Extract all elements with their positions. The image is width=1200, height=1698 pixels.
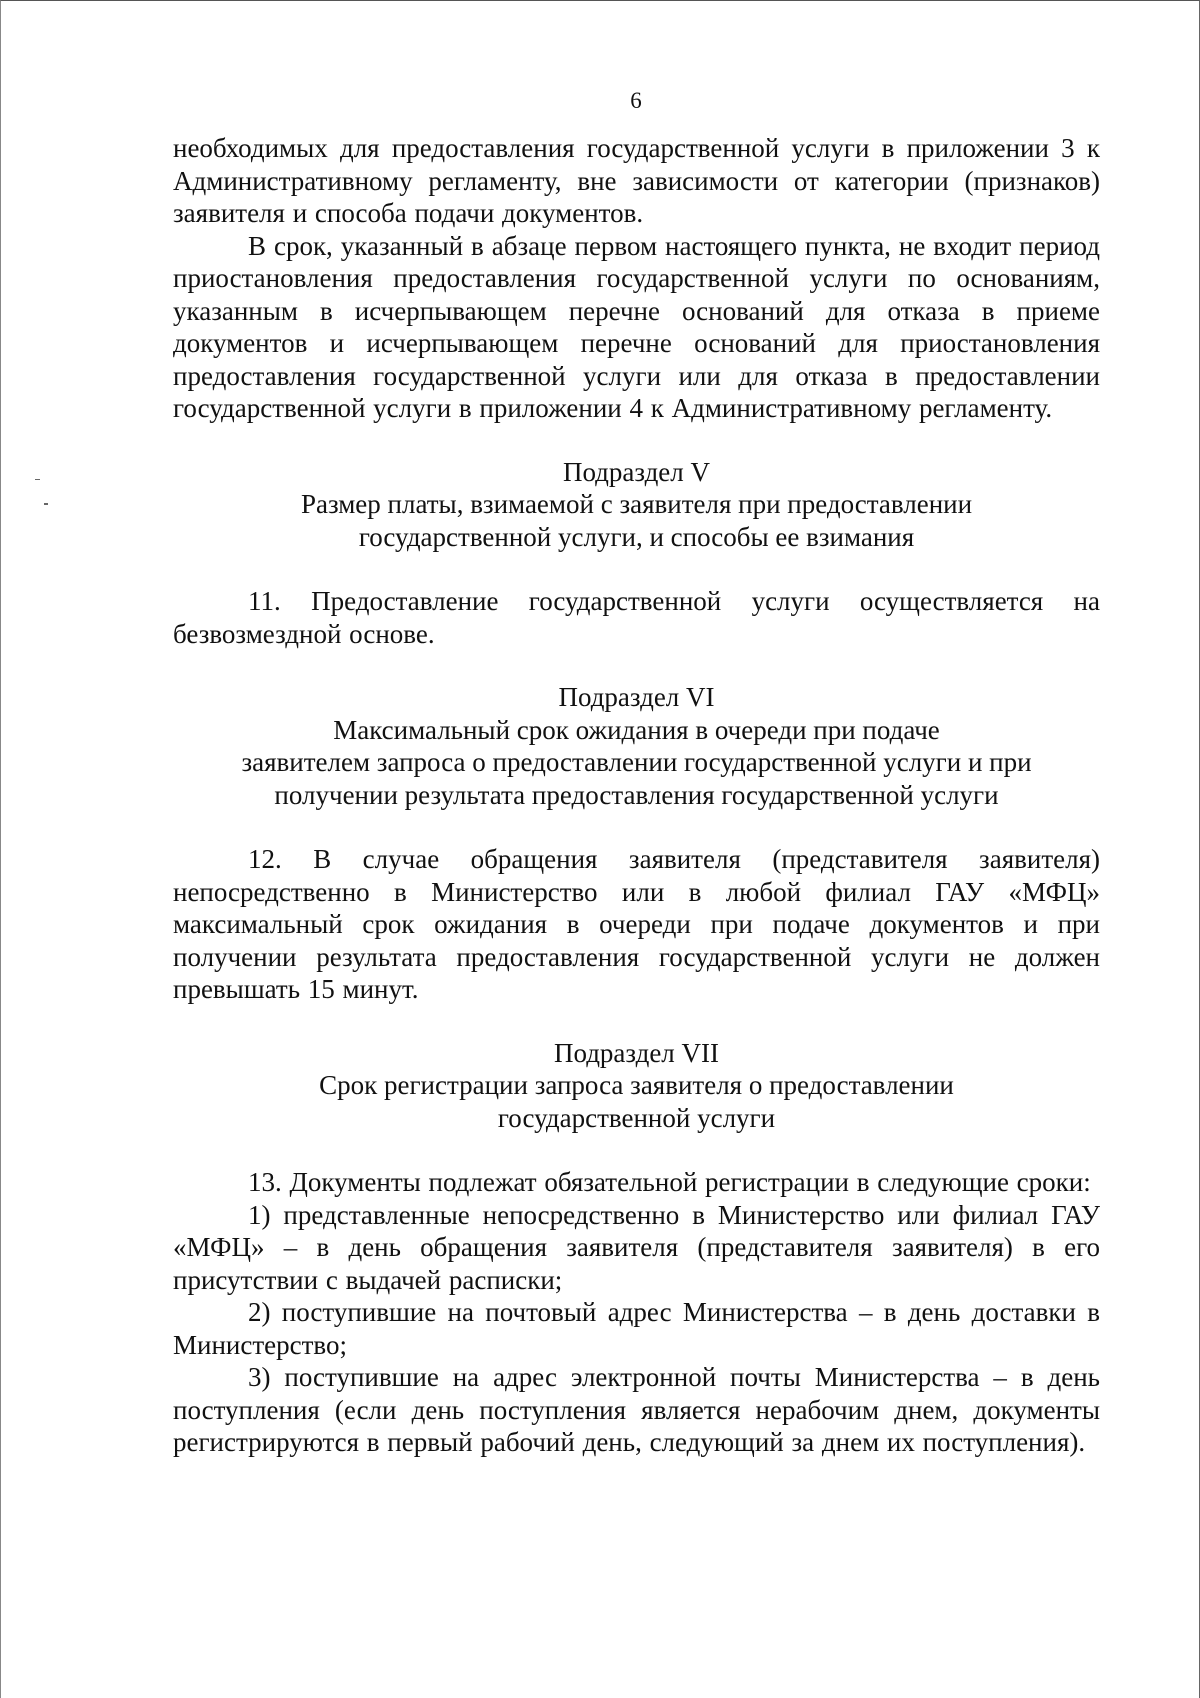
list-item-3: 3) поступившие на адрес электронной почты Министерства – в день поступления (если день поступления является нерабочим днем, документы регистрируются в первый рабочий день, следующий за днем их поступления).: [173, 1362, 1100, 1457]
section-vi-label: Подраздел VI: [558, 682, 715, 712]
paragraph-13: 13. Документы подлежат обязательной регистрации в следующие сроки:: [248, 1167, 1091, 1197]
section-v-title-line: Размер платы, взимаемой с заявителя при предоставлении: [300, 489, 973, 519]
section-vi-title-line: получении результата предоставления государственной услуги: [274, 779, 999, 810]
document-body: [173, 132, 1100, 1459]
section-vi-title-line: заявителем запроса о предоставлении государственной услуги и при: [241, 747, 1032, 777]
page-number: 6: [630, 88, 642, 113]
scan-artifact: [35, 479, 40, 480]
section-vii-title-line: государственной услуги: [497, 1102, 776, 1133]
section-vi-heading: [173, 681, 1100, 811]
section-vii-label: Подраздел VII: [553, 1037, 720, 1068]
section-v-heading: [173, 456, 1100, 554]
paragraph-12: 12. В случае обращения заявителя (представителя заявителя) непосредственно в Министерство или в любой филиал ГАУ «МФЦ» максимальный срок ожидания в очереди при подаче документов и при получении результата предоставления государственной услуги не должен превышать 15 минут.: [173, 844, 1100, 1004]
section-v-title-line: государственной услуги, и способы ее взимания: [358, 521, 915, 552]
scan-artifact: [44, 503, 48, 505]
paragraph-11: 11. Предоставление государственной услуги осуществляется на безвозмездной основе.: [173, 586, 1100, 649]
paragraph-continuation: необходимых для предоставления государственной услуги в приложении 3 к Административному регламенту, вне зависимости от категории (признаков) заявителя и способа подачи документов.: [173, 133, 1100, 228]
list-item-2: 2) поступившие на почтовый адрес Министерства – в день доставки в Министерство;: [173, 1297, 1100, 1360]
paragraph-period: В срок, указанный в абзаце первом настоящего пункта, не входит период приостановления предоставления государственной услуги по основаниям, указанным в исчерпывающем перечне оснований для отказа в приеме документов и исчерпывающем перечне оснований для приостановления предоставления государственной услуги или для отказа в предоставлении государственной услуги в приложении 4 к Административному регламенту.: [173, 230, 1100, 423]
section-vii-title-line: Срок регистрации запроса заявителя о предоставлении: [319, 1070, 954, 1100]
section-v-label: Подраздел V: [562, 456, 711, 487]
section-vii-heading: [173, 1037, 1100, 1135]
section-vi-title-line: Максимальный срок ожидания в очереди при подаче: [333, 714, 940, 745]
list-item-1: 1) представленные непосредственно в Министерство или филиал ГАУ «МФЦ» – в день обращения заявителя (представителя заявителя) в его присутствии с выдачей расписки;: [173, 1199, 1100, 1295]
